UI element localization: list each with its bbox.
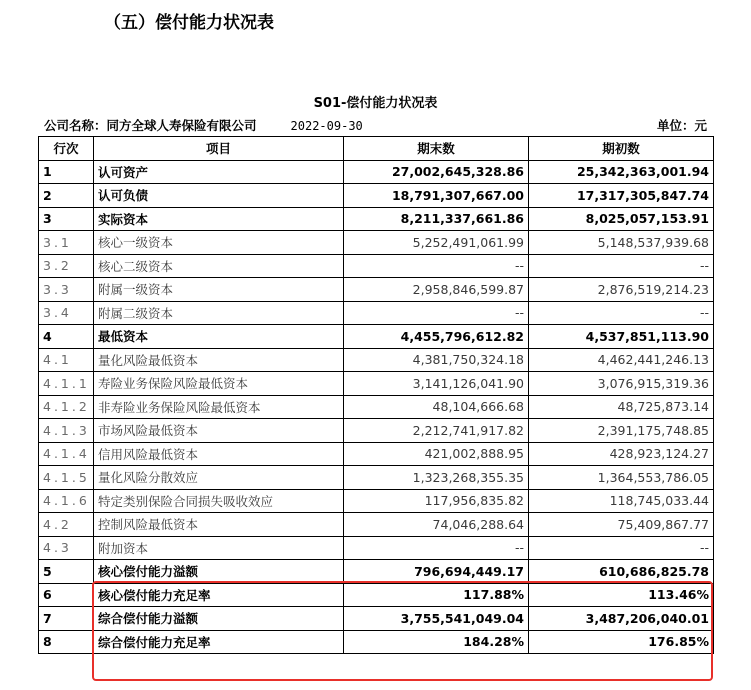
unit-label: 单位：元 (656, 118, 707, 133)
row-line-number: 3.1 (39, 231, 94, 255)
row-item-name: 量化风险分散效应 (94, 466, 344, 490)
row-item-name: 综合偿付能力溢额 (94, 607, 344, 631)
row-end-value: 48,104,666.68 (344, 395, 529, 419)
row-item-name: 附属一级资本 (94, 278, 344, 302)
table-row (39, 419, 714, 443)
row-end-value: 4,455,796,612.82 (344, 325, 529, 349)
table-row (39, 466, 714, 490)
header-line: 行次 (39, 137, 94, 161)
row-begin-value: 118,745,033.44 (529, 489, 714, 513)
table-row (39, 442, 714, 466)
row-begin-value: -- (529, 301, 714, 325)
row-item-name: 核心偿付能力充足率 (94, 583, 344, 607)
row-end-value: 117,956,835.82 (344, 489, 529, 513)
row-item-name: 实际资本 (94, 207, 344, 231)
row-begin-value: 5,148,537,939.68 (529, 231, 714, 255)
row-line-number: 4.2 (39, 513, 94, 537)
row-line-number: 3 (39, 207, 94, 231)
row-end-value: 5,252,491,061.99 (344, 231, 529, 255)
row-item-name: 认可负债 (94, 184, 344, 208)
solvency-table (38, 136, 714, 654)
row-line-number: 4.1.2 (39, 395, 94, 419)
row-line-number: 4.1.6 (39, 489, 94, 513)
row-begin-value: 4,537,851,113.90 (529, 325, 714, 349)
table-row (39, 372, 714, 396)
row-end-value: 796,694,449.17 (344, 560, 529, 584)
row-begin-value: 428,923,124.27 (529, 442, 714, 466)
row-end-value: 421,002,888.95 (344, 442, 529, 466)
row-item-name: 非寿险业务保险风险最低资本 (94, 395, 344, 419)
row-begin-value: 1,364,553,786.05 (529, 466, 714, 490)
table-title: S01-偿付能力状况表 (313, 96, 438, 111)
row-line-number: 1 (39, 160, 94, 184)
table-row (39, 630, 714, 654)
company-name: 公司名称：同方全球人寿保险有限公司 (44, 118, 257, 133)
row-item-name: 综合偿付能力充足率 (94, 630, 344, 654)
row-end-value: 18,791,307,667.00 (344, 184, 529, 208)
table-row (39, 489, 714, 513)
row-begin-value: 17,317,305,847.74 (529, 184, 714, 208)
table-row (39, 325, 714, 349)
row-line-number: 4.1.4 (39, 442, 94, 466)
row-end-value: 117.88% (344, 583, 529, 607)
table-row (39, 395, 714, 419)
row-begin-value: -- (529, 254, 714, 278)
table-row (39, 184, 714, 208)
row-begin-value: 3,487,206,040.01 (529, 607, 714, 631)
row-end-value: 4,381,750,324.18 (344, 348, 529, 372)
row-item-name: 核心一级资本 (94, 231, 344, 255)
row-line-number: 4.1 (39, 348, 94, 372)
row-begin-value: 610,686,825.78 (529, 560, 714, 584)
row-line-number: 4.1.3 (39, 419, 94, 443)
row-item-name: 量化风险最低资本 (94, 348, 344, 372)
row-end-value: -- (344, 301, 529, 325)
row-line-number: 4.1.1 (39, 372, 94, 396)
header-item: 项目 (94, 137, 344, 161)
table-row (39, 513, 714, 537)
header-begin: 期初数 (529, 137, 714, 161)
row-line-number: 4.3 (39, 536, 94, 560)
row-begin-value: 3,076,915,319.36 (529, 372, 714, 396)
table-row (39, 207, 714, 231)
row-end-value: 2,958,846,599.87 (344, 278, 529, 302)
table-row (39, 254, 714, 278)
table-row (39, 278, 714, 302)
row-item-name: 认可资产 (94, 160, 344, 184)
row-begin-value: 176.85% (529, 630, 714, 654)
row-begin-value: -- (529, 536, 714, 560)
row-begin-value: 113.46% (529, 583, 714, 607)
row-item-name: 市场风险最低资本 (94, 419, 344, 443)
row-end-value: 8,211,337,661.86 (344, 207, 529, 231)
section-title: （五）偿付能力状况表 (104, 13, 274, 33)
row-begin-value: 2,876,519,214.23 (529, 278, 714, 302)
row-line-number: 3.4 (39, 301, 94, 325)
row-begin-value: 2,391,175,748.85 (529, 419, 714, 443)
row-begin-value: 8,025,057,153.91 (529, 207, 714, 231)
header-end: 期末数 (344, 137, 529, 161)
row-item-name: 信用风险最低资本 (94, 442, 344, 466)
row-line-number: 3.2 (39, 254, 94, 278)
row-item-name: 寿险业务保险风险最低资本 (94, 372, 344, 396)
row-end-value: -- (344, 536, 529, 560)
row-line-number: 8 (39, 630, 94, 654)
row-line-number: 4.1.5 (39, 466, 94, 490)
row-item-name: 最低资本 (94, 325, 344, 349)
row-item-name: 核心二级资本 (94, 254, 344, 278)
table-row (39, 160, 714, 184)
row-begin-value: 4,462,441,246.13 (529, 348, 714, 372)
row-end-value: 3,755,541,049.04 (344, 607, 529, 631)
row-end-value: 1,323,268,355.35 (344, 466, 529, 490)
company-info (44, 116, 363, 134)
row-end-value: 74,046,288.64 (344, 513, 529, 537)
row-end-value: 2,212,741,917.82 (344, 419, 529, 443)
row-item-name: 附属二级资本 (94, 301, 344, 325)
row-line-number: 4 (39, 325, 94, 349)
report-date: 2022-09-30 (290, 119, 363, 133)
table-row (39, 583, 714, 607)
row-item-name: 核心偿付能力溢额 (94, 560, 344, 584)
row-begin-value: 25,342,363,001.94 (529, 160, 714, 184)
row-end-value: -- (344, 254, 529, 278)
table-header-row (39, 137, 714, 161)
row-item-name: 控制风险最低资本 (94, 513, 344, 537)
row-line-number: 3.3 (39, 278, 94, 302)
table-row (39, 607, 714, 631)
row-begin-value: 75,409,867.77 (529, 513, 714, 537)
table-row (39, 231, 714, 255)
table-row (39, 348, 714, 372)
row-line-number: 5 (39, 560, 94, 584)
row-begin-value: 48,725,873.14 (529, 395, 714, 419)
row-end-value: 3,141,126,041.90 (344, 372, 529, 396)
table-row (39, 560, 714, 584)
row-line-number: 7 (39, 607, 94, 631)
row-end-value: 184.28% (344, 630, 529, 654)
table-row (39, 536, 714, 560)
row-item-name: 特定类别保险合同损失吸收效应 (94, 489, 344, 513)
row-line-number: 2 (39, 184, 94, 208)
row-end-value: 27,002,645,328.86 (344, 160, 529, 184)
row-line-number: 6 (39, 583, 94, 607)
table-row (39, 301, 714, 325)
row-item-name: 附加资本 (94, 536, 344, 560)
